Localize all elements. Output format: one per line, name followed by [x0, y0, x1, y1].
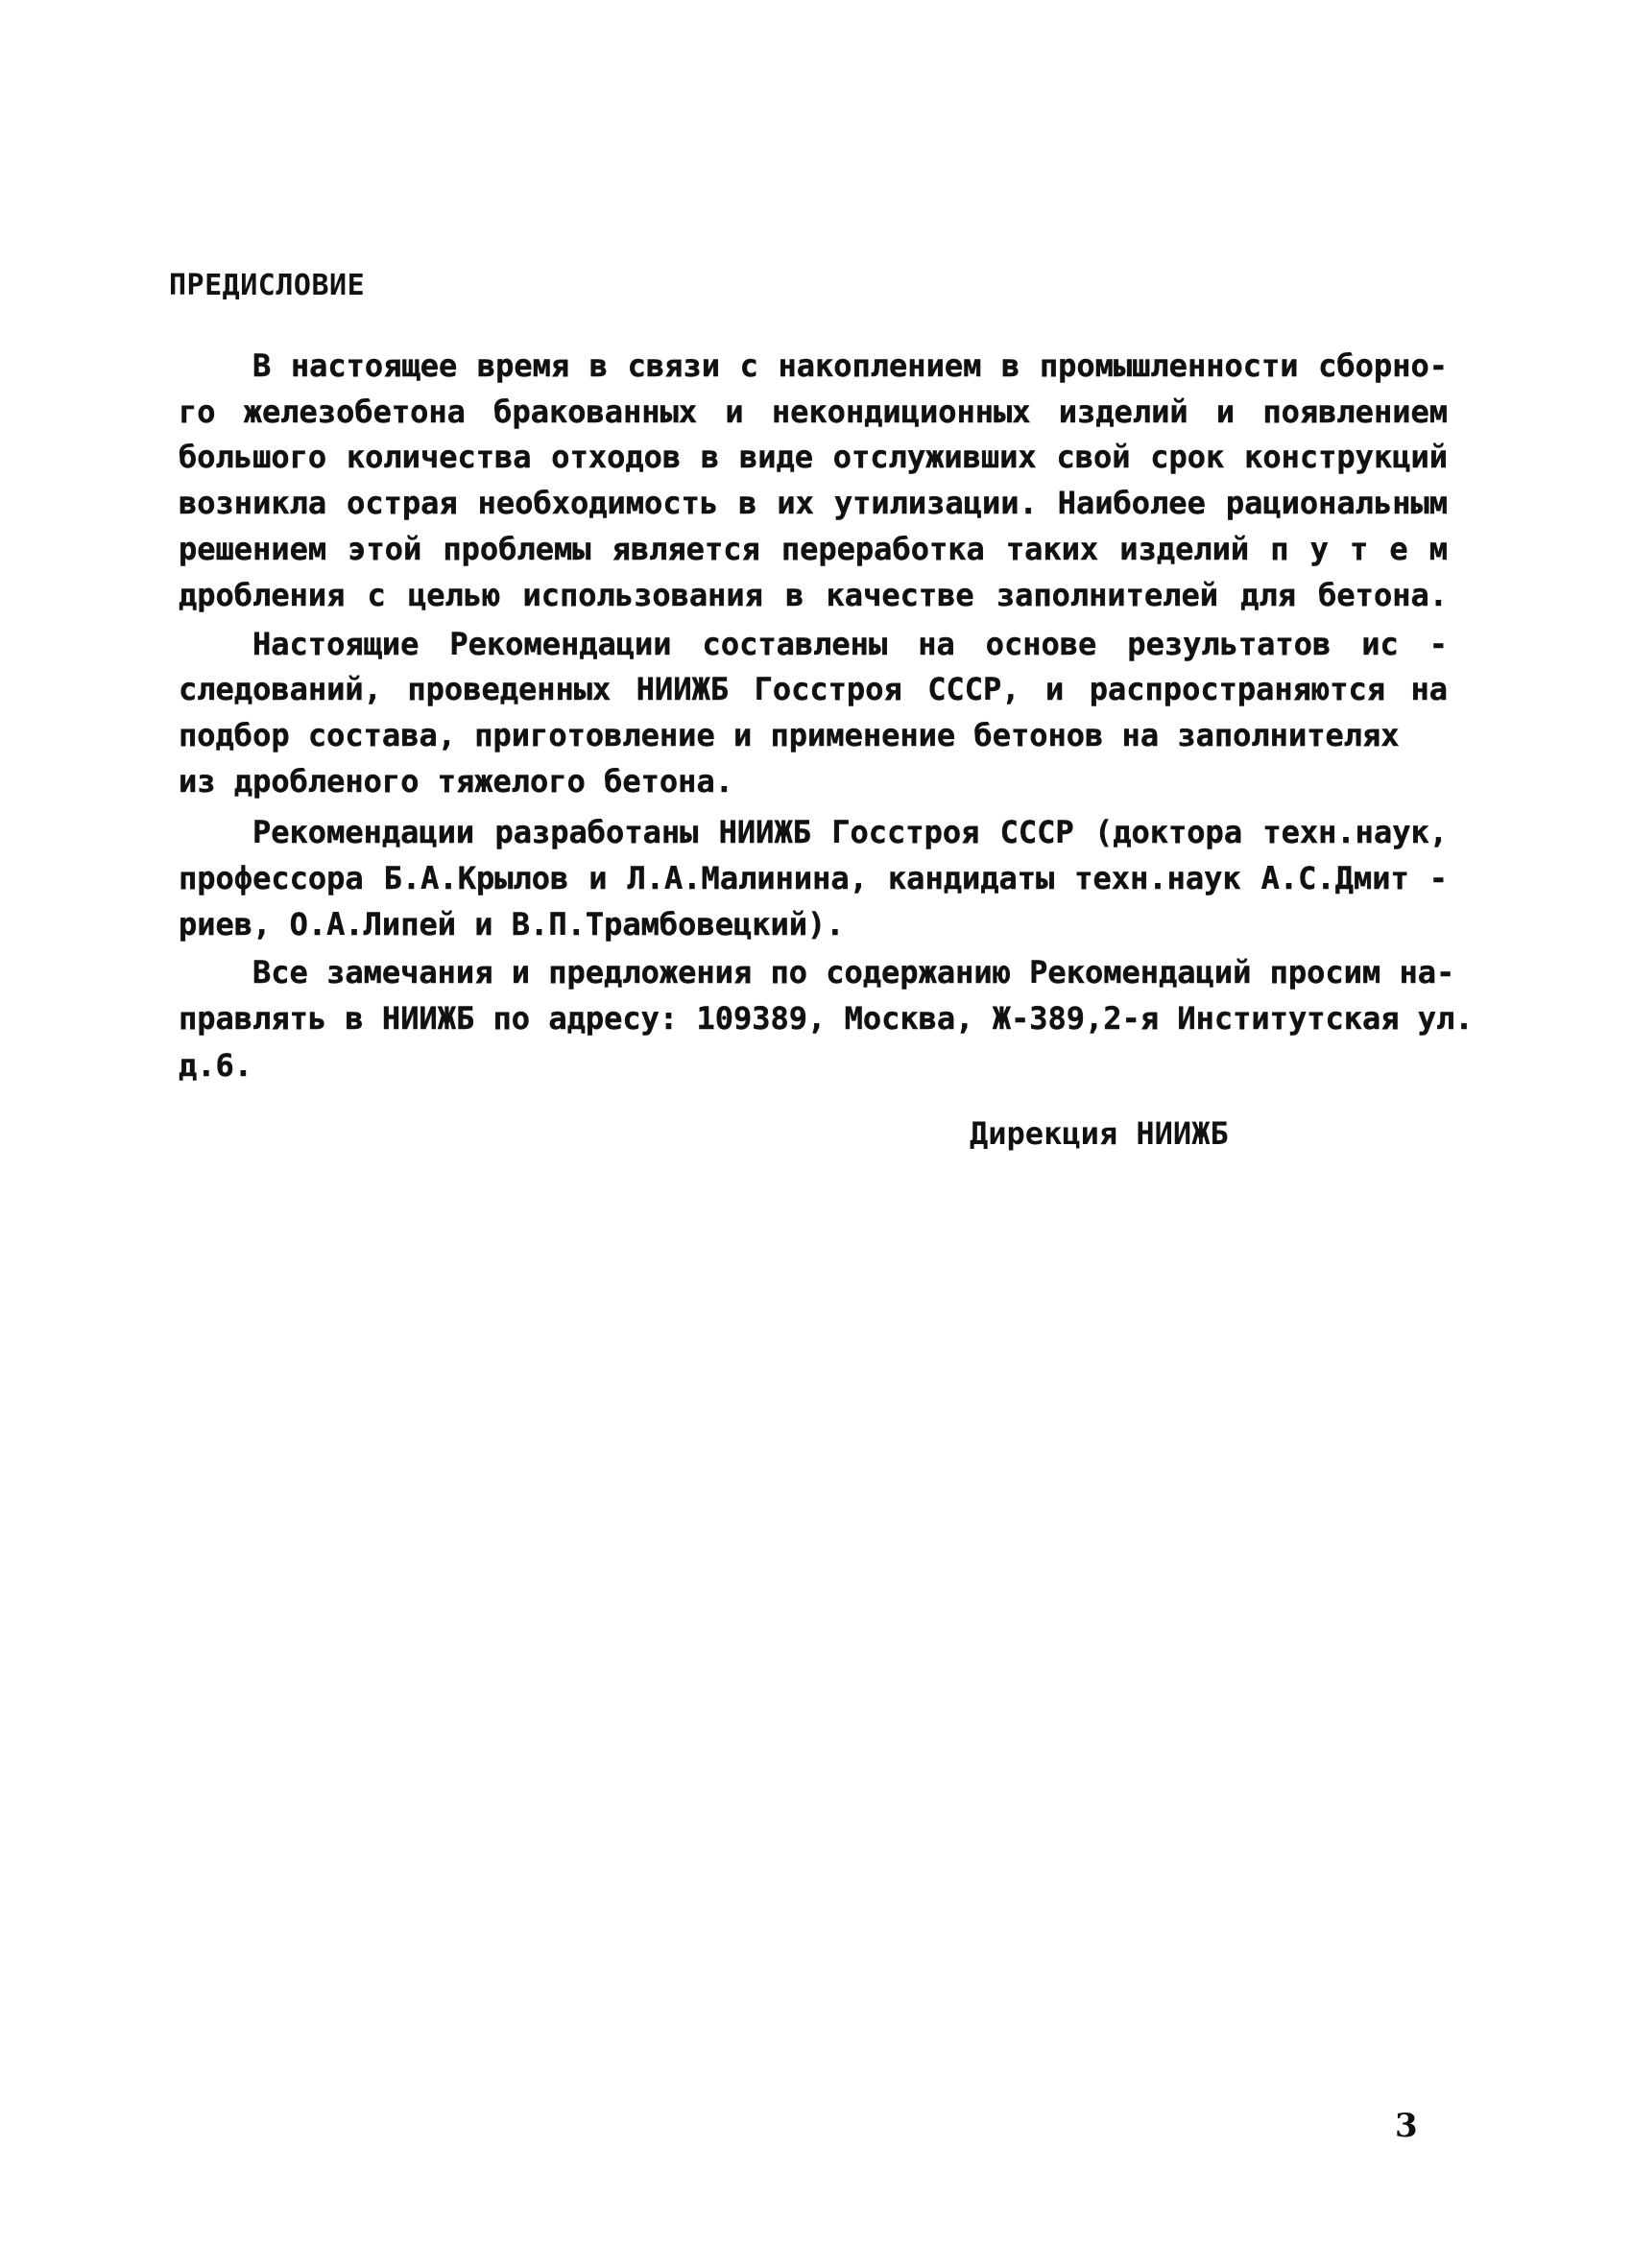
paragraph-4-line-2: правлять в НИИЖБ по адресу: 109389, Москва, Ж-389,2-я Институтская ул.: [179, 1000, 1474, 1037]
paragraph-3-line-2: профессора Б.А.Крылов и Л.А.Малинина, кандидаты техн.наук А.С.Дмит -: [179, 860, 1448, 896]
paragraph-1-line-4: возникла острая необходимость в их утилизации. Наиболее рациональным: [179, 485, 1448, 521]
paragraph-2-line-2: следований, проведенных НИИЖБ Госстроя СССР, и распространяются на: [179, 671, 1448, 707]
paragraph-2-line-3: подбор состава, приготовление и применение бетонов на заполнителях: [179, 717, 1400, 753]
paragraph-1-line-5: решением этой проблемы является переработка таких изделий п у т е м: [179, 531, 1448, 567]
paragraph-1-line-3: большого количества отходов в виде отслуживших свой срок конструкций: [179, 439, 1448, 475]
paragraph-4-line-1: Все замечания и предложения по содержанию Рекомендаций просим на-: [252, 954, 1455, 991]
paragraph-2-line-1: Настоящие Рекомендации составлены на основе результатов ис -: [252, 626, 1448, 662]
paragraph-1-line-2: го железобетона бракованных и некондиционных изделий и появлением: [179, 394, 1448, 430]
signature: Дирекция НИИЖБ: [970, 1115, 1229, 1152]
paragraph-1-line-1: В настоящее время в связи с накоплением в промышленности сборно-: [252, 347, 1448, 384]
page-number: 3: [1395, 2107, 1418, 2145]
page-heading: ПРЕДИСЛОВИЕ: [169, 269, 366, 302]
paragraph-1-line-6: дробления с целью использования в качестве заполнителей для бетона.: [179, 577, 1448, 613]
paragraph-4-line-3: д.6.: [179, 1047, 253, 1084]
paragraph-3-line-3: риев, О.А.Липей и В.П.Трамбовецкий).: [179, 906, 845, 943]
paragraph-3-line-1: Рекомендации разработаны НИИЖБ Госстроя СССР (доктора техн.наук,: [252, 814, 1448, 850]
paragraph-2-line-4: из дробленого тяжелого бетона.: [179, 763, 733, 800]
